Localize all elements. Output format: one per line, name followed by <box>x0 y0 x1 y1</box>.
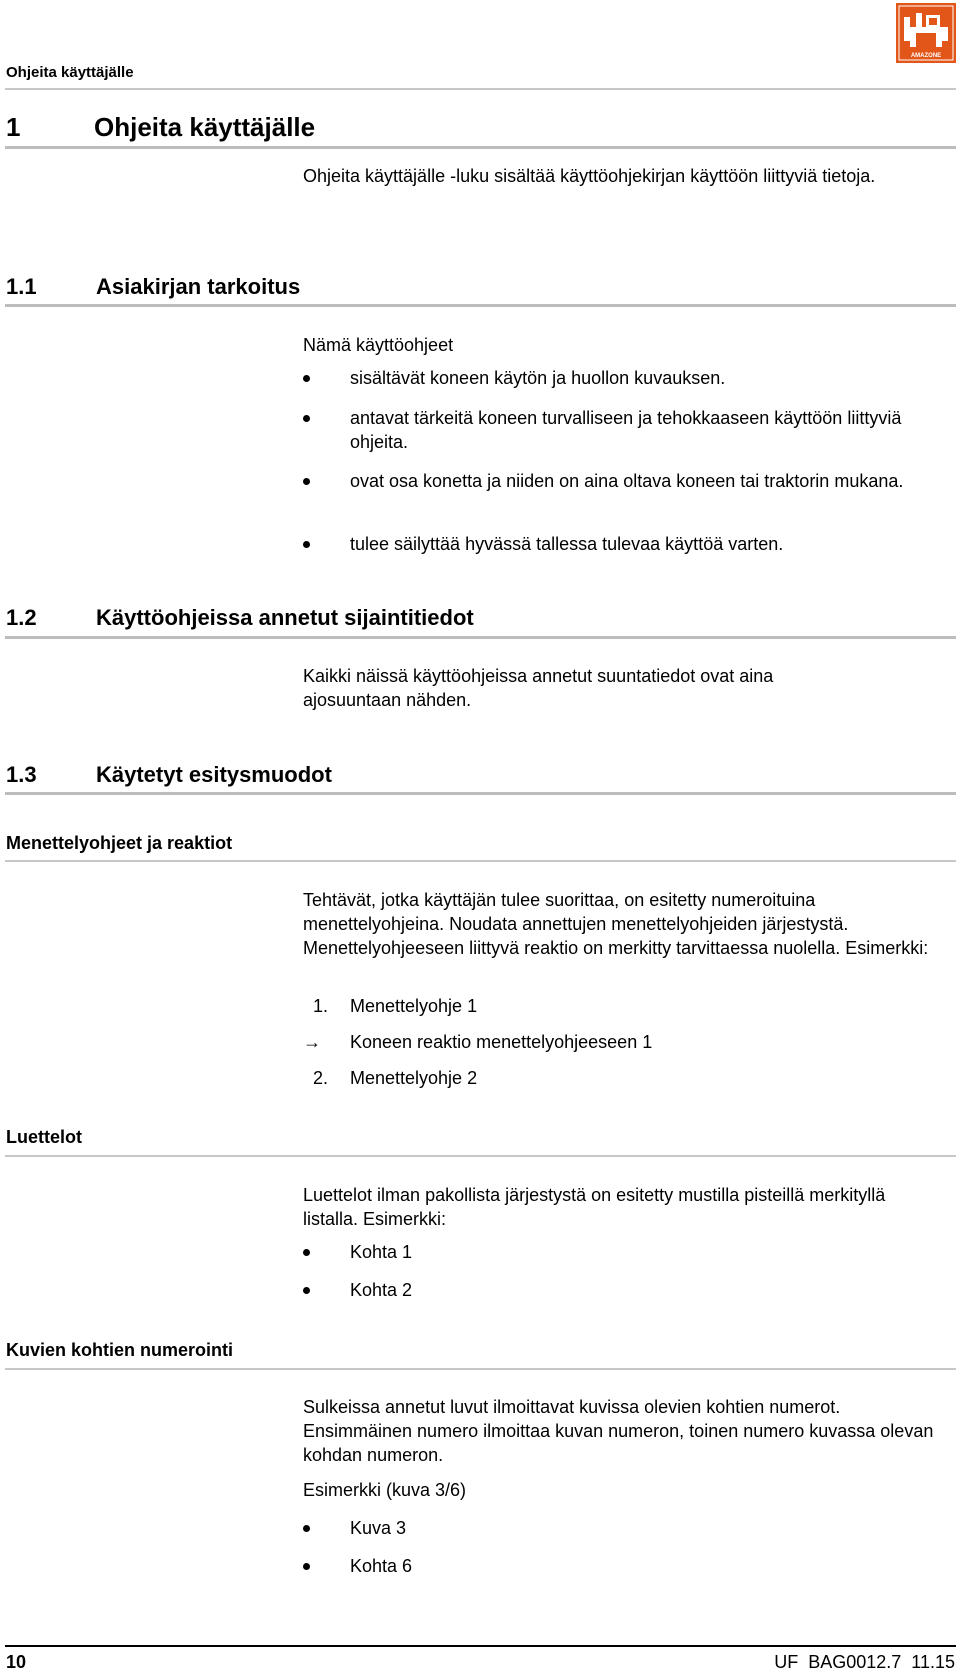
procedures-text: Tehtävät, jotka käyttäjän tulee suorittaa, on esitetty numeroituina menettelyohjeina. Noudata annettujen menettelyohjeiden järjestystä. Menettelyohjeeseen liittyvä reaktio on merkitty tarvittaessa nuolella. Esimerkki: <box>303 890 929 958</box>
running-title: Ohjeita käyttäjälle <box>6 64 134 81</box>
bullet-icon <box>303 1249 310 1256</box>
step-marker: 1. <box>313 996 329 1016</box>
section-1-2-rule <box>5 636 956 639</box>
figure-numbering-example-label: Esimerkki (kuva 3/6) <box>303 1480 467 1500</box>
section-number: 1.1 <box>6 274 37 299</box>
lists-heading: Luettelot <box>6 1127 82 1147</box>
header-rule <box>5 88 956 90</box>
lists-rule <box>5 1155 956 1157</box>
document-code: UF BAG0012.7 11.15 <box>774 1652 955 1672</box>
page-number: 10 <box>6 1652 27 1672</box>
amazone-logo-icon <box>896 3 956 63</box>
procedures-rule <box>5 860 956 862</box>
amazone-logo <box>896 3 956 63</box>
section-title: Käyttöohjeissa annetut sijaintitiedot <box>96 605 474 630</box>
chapter-intro: Ohjeita käyttäjälle -luku sisältää käyttöohjekirjan käyttöön liittyviä tietoja. <box>303 166 876 186</box>
section-1-1-rule <box>5 304 956 307</box>
section-number: 1.2 <box>6 605 37 630</box>
section-1-3-heading <box>6 762 332 788</box>
arrow-icon: → <box>303 1032 321 1052</box>
chapter-heading <box>6 112 315 143</box>
step-marker: 2. <box>313 1068 329 1088</box>
bullet-icon <box>303 1287 310 1294</box>
chapter-rule <box>5 146 956 149</box>
bullet-icon <box>303 541 310 548</box>
section-number: 1.3 <box>6 762 37 787</box>
section-title: Käytetyt esitysmuodot <box>96 762 332 787</box>
svg-text:AMAZONE: AMAZONE <box>910 53 942 59</box>
procedures-heading: Menettelyohjeet ja reaktiot <box>6 833 233 853</box>
bullet-icon <box>303 1563 310 1570</box>
section-1-2-heading <box>6 605 474 631</box>
footer-rule <box>5 1645 956 1647</box>
chapter-number: 1 <box>6 112 21 142</box>
section-title: Asiakirjan tarkoitus <box>96 274 301 299</box>
bullet-icon <box>303 478 310 485</box>
bullet-icon <box>303 375 310 382</box>
chapter-title: Ohjeita käyttäjälle <box>94 112 316 142</box>
lists-text: Luettelot ilman pakollista järjestystä on esitetty mustilla pisteillä merkityllä listalla. Esimerkki: <box>303 1185 886 1229</box>
bullet-icon <box>303 415 310 422</box>
section-1-2-text: Kaikki näissä käyttöohjeissa annetut suuntatiedot ovat aina ajosuuntaan nähden. <box>303 666 774 710</box>
figure-numbering-heading: Kuvien kohtien numerointi <box>6 1340 234 1360</box>
section-1-3-rule <box>5 792 956 795</box>
figure-numbering-text: Sulkeissa annetut luvut ilmoittavat kuvissa olevien kohtien numerot. Ensimmäinen numero ilmoittaa kuvan numeron, toinen numero kuvassa olevan kohdan numeron. <box>303 1397 934 1465</box>
section-1-1-heading <box>6 274 300 300</box>
section-1-1-lead: Nämä käyttöohjeet <box>303 335 454 355</box>
bullet-icon <box>303 1525 310 1532</box>
figure-numbering-rule <box>5 1368 956 1370</box>
